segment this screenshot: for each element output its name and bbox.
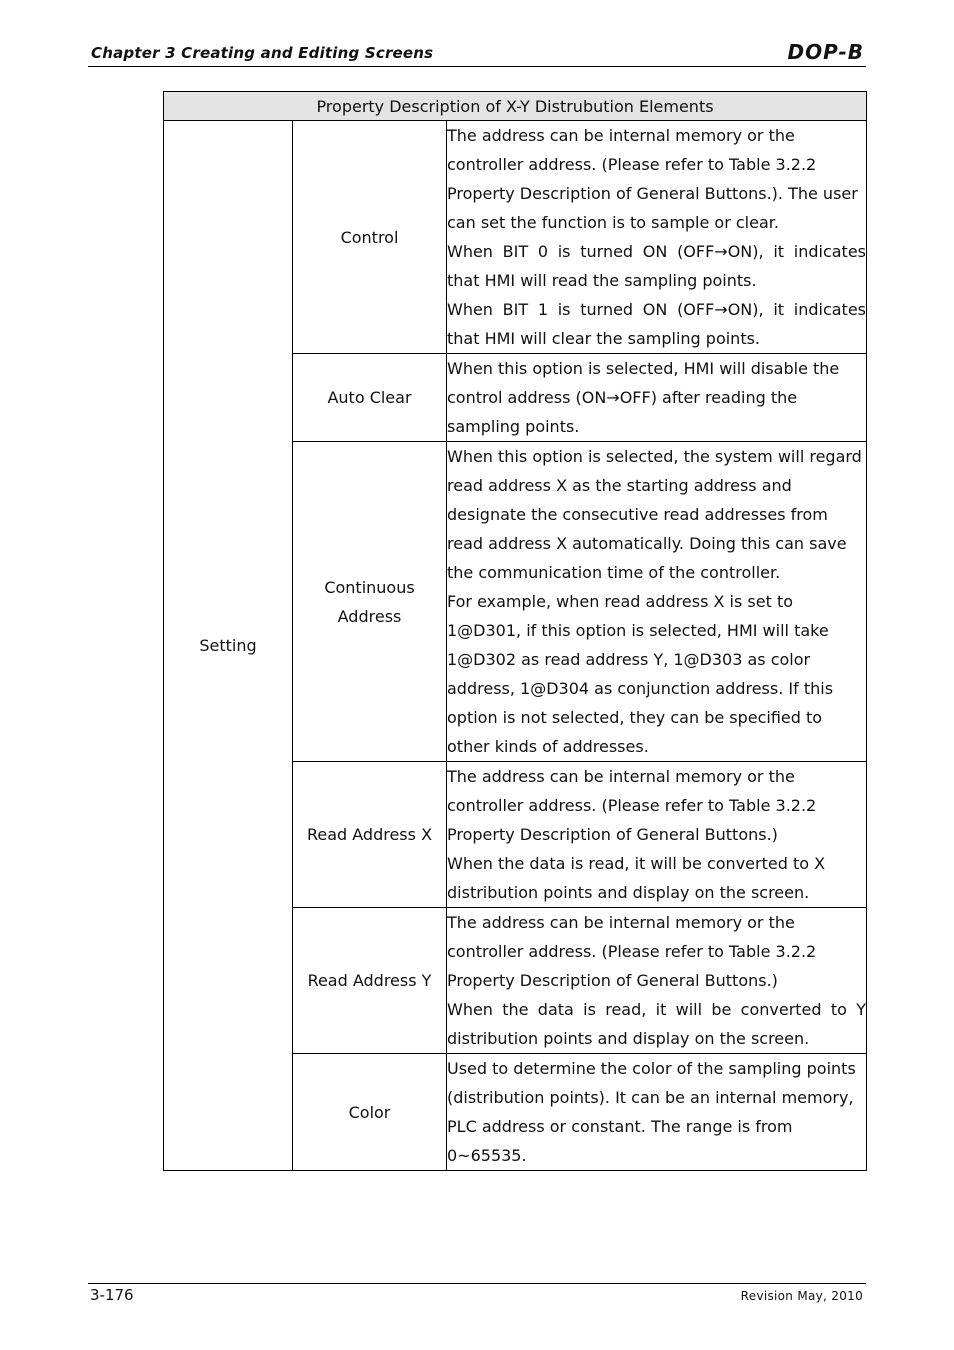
description-paragraph: When the data is read, it will be converted to X distribution points and display on the screen.: [447, 854, 826, 902]
description-paragraph: When the data is read, it will be converted to Y distribution points and display on the screen.: [447, 1000, 866, 1048]
category-cell: Setting: [164, 121, 293, 1171]
property-name: Read Address Y: [293, 908, 447, 1054]
property-description: [447, 442, 867, 762]
description-paragraph: The address can be internal memory or the controller address. (Please refer to Table 3.2.2 Property Description of General Buttons.): [447, 767, 817, 844]
revision-note: Revision May, 2010: [740, 1289, 863, 1303]
table-title: Property Description of X-Y Distrubution Elements: [164, 92, 867, 121]
property-name: Read Address X: [293, 762, 447, 908]
property-description: [447, 354, 867, 442]
property-description: [447, 1054, 867, 1171]
page-number: 3-176: [90, 1286, 134, 1304]
property-name: Auto Clear: [293, 354, 447, 442]
description-paragraph: The address can be internal memory or the controller address. (Please refer to Table 3.2.2 Property Description of General Buttons.). The user can set the function is to sample or clear.: [447, 126, 858, 232]
header-divider: [88, 66, 866, 67]
footer-divider: [88, 1283, 866, 1284]
property-table: [163, 91, 867, 1171]
dop-b-logo: DOP-B: [787, 40, 864, 64]
description-paragraph: For example, when read address X is set to 1@D301, if this option is selected, HMI will take 1@D302 as read address Y, 1@D303 as color address, 1@D304 as conjunction address. If this option is not selected, they can be specified to other kinds of addresses.: [447, 592, 834, 756]
description-paragraph: When this option is selected, the system will regard read address X as the starting address and designate the consecutive read addresses from read address X automatically. Doing this can save the communication time of the controller.: [447, 447, 862, 582]
description-paragraph: When this option is selected, HMI will disable the control address (ON→OFF) after reading the sampling points.: [447, 359, 840, 436]
description-paragraph: When BIT 0 is turned ON (OFF→ON), it indicates that HMI will read the sampling points.: [447, 242, 866, 290]
description-paragraph: When BIT 1 is turned ON (OFF→ON), it indicates that HMI will clear the sampling points.: [447, 300, 866, 348]
table-row: [164, 121, 867, 354]
property-name: Continuous Address: [293, 442, 447, 762]
description-paragraph: The address can be internal memory or the controller address. (Please refer to Table 3.2.2 Property Description of General Buttons.): [447, 913, 817, 990]
property-description: [447, 762, 867, 908]
table-title-row: [164, 92, 867, 121]
property-name: Color: [293, 1054, 447, 1171]
property-name: Control: [293, 121, 447, 354]
property-description: [447, 908, 867, 1054]
chapter-title: Chapter 3 Creating and Editing Screens: [91, 44, 434, 62]
description-paragraph: Used to determine the color of the sampling points (distribution points). It can be an internal memory, PLC address or constant. The range is from 0~65535.: [447, 1059, 856, 1165]
property-description: [447, 121, 867, 354]
